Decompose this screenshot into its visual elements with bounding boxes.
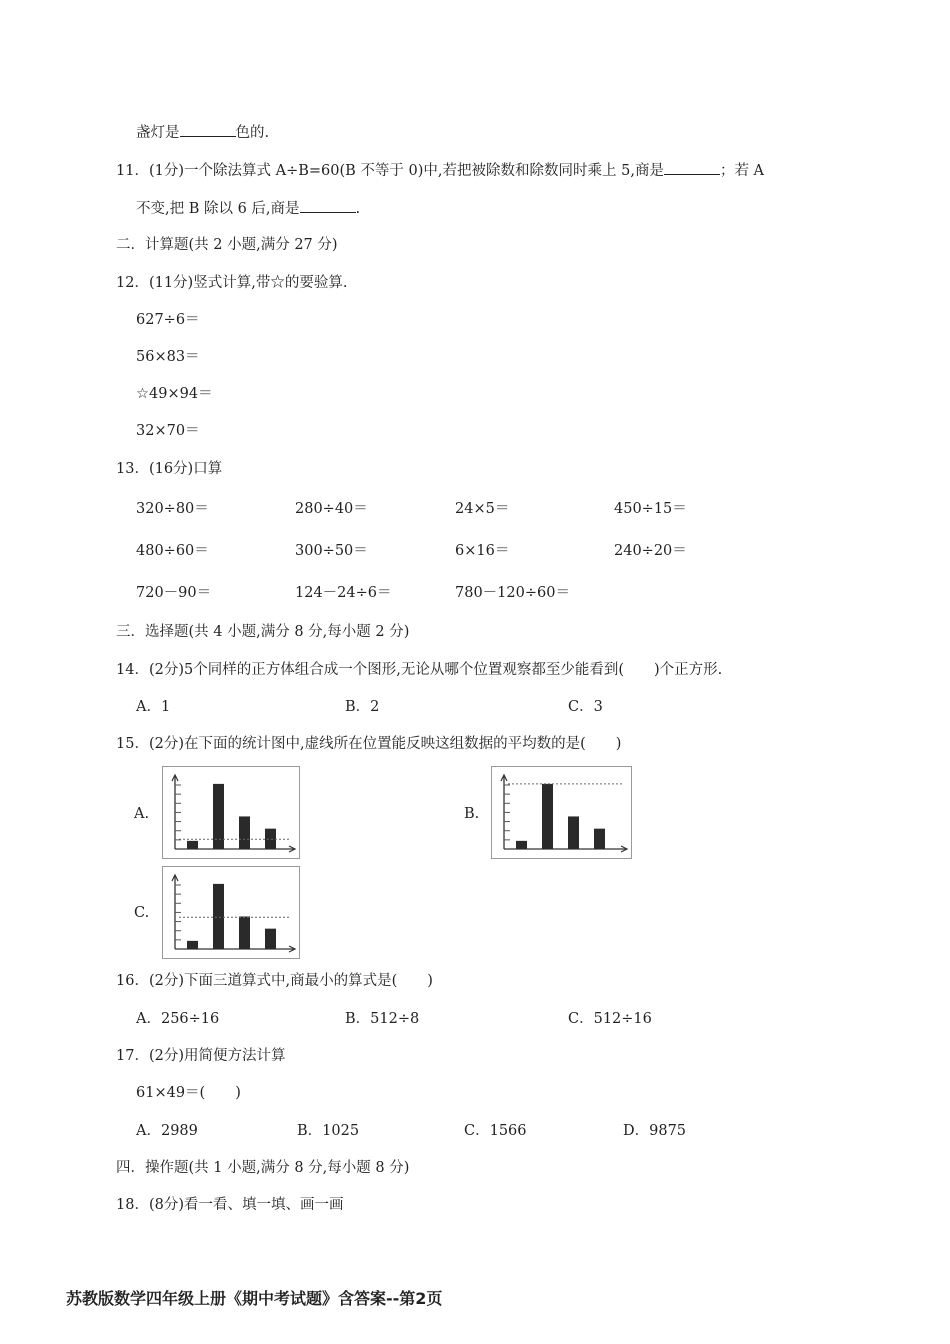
- lamp-line: [136, 122, 269, 143]
- bar: [239, 816, 250, 849]
- q11-text: 11．(1分)一个除法算式 A÷B=60(B 不等于 0)中,若把被除数和除数同时乘上 5,商是: [116, 163, 664, 179]
- bar: [568, 816, 579, 849]
- bar: [265, 929, 276, 949]
- option-c[interactable]: C．512÷16: [568, 1011, 652, 1027]
- oral-item: 480÷60＝: [136, 543, 209, 559]
- q11-text-end: ；若 A: [719, 163, 765, 179]
- bar: [187, 841, 198, 849]
- option-a[interactable]: A．1: [136, 699, 171, 715]
- chart-label-b: B.: [464, 806, 480, 822]
- question-15: [116, 734, 621, 754]
- oral-item: 6×16＝: [455, 543, 510, 559]
- bar: [594, 829, 605, 849]
- bar: [542, 784, 553, 849]
- q11-text2: 不变,把 B 除以 6 后,商是: [136, 201, 300, 217]
- bar-chart-c-svg: [163, 867, 299, 958]
- bar: [213, 884, 224, 949]
- oral-item: 320÷80＝: [136, 501, 209, 517]
- oral-item: 240÷20＝: [614, 543, 687, 559]
- bar: [213, 784, 224, 849]
- oral-item: 280÷40＝: [295, 501, 368, 517]
- q16-text-end: ): [427, 973, 433, 989]
- calc-item: 32×70＝: [136, 423, 200, 439]
- option-c[interactable]: C．3: [568, 699, 603, 715]
- option-b[interactable]: B．512÷8: [345, 1011, 420, 1027]
- calc-item: ☆49×94＝: [136, 386, 213, 402]
- oral-item: 780－120÷60＝: [455, 585, 570, 601]
- oral-item: 450÷15＝: [614, 501, 687, 517]
- bar-chart-c[interactable]: [162, 866, 300, 959]
- question-13-title: 13．(16分)口算: [116, 461, 223, 477]
- q14-text: 14．(2分)5个同样的正方体组合成一个图形,无论从哪个位置观察都至少能看到(: [116, 662, 624, 678]
- bar: [187, 941, 198, 949]
- q17-expr-end: ): [235, 1085, 241, 1101]
- q16-text: 16．(2分)下面三道算式中,商最小的算式是(: [116, 973, 398, 989]
- question-14: [116, 660, 722, 680]
- question-11-line2: [136, 198, 360, 219]
- chart-label-a: A.: [134, 806, 150, 822]
- option-d[interactable]: D．9875: [623, 1123, 687, 1139]
- lamp-line-text: 盏灯是: [136, 125, 180, 141]
- oral-item: 124－24÷6＝: [295, 585, 392, 601]
- bar-chart-b[interactable]: [491, 766, 632, 859]
- answer-blank[interactable]: [664, 160, 720, 175]
- calc-item: 627÷6＝: [136, 312, 200, 328]
- bar: [265, 829, 276, 849]
- question-18-title: 18．(8分)看一看、填一填、画一画: [116, 1197, 344, 1213]
- lamp-line-text-end: 色的.: [235, 125, 270, 141]
- question-17-expr: [136, 1083, 241, 1103]
- oral-item: 24×5＝: [455, 501, 510, 517]
- calc-item: 56×83＝: [136, 349, 200, 365]
- bar-chart-a[interactable]: [162, 766, 300, 859]
- bar-chart-a-svg: [163, 767, 299, 858]
- option-b[interactable]: B．2: [345, 699, 380, 715]
- q17-expr-text: 61×49＝(: [136, 1085, 206, 1101]
- q15-text-end: ): [615, 736, 622, 752]
- bar-chart-b-svg: [492, 767, 631, 858]
- option-c[interactable]: C．1566: [464, 1123, 527, 1139]
- bar: [239, 916, 250, 949]
- section-heading: 三．选择题(共 4 小题,满分 8 分,每小题 2 分): [116, 624, 410, 640]
- answer-blank[interactable]: [180, 122, 236, 137]
- chart-label-c: C.: [134, 905, 150, 921]
- answer-blank[interactable]: [300, 198, 356, 213]
- page-footer: 苏教版数学四年级上册《期中考试题》含答案--第2页: [66, 1289, 443, 1308]
- oral-item: 300÷50＝: [295, 543, 368, 559]
- question-17-title: 17．(2分)用简便方法计算: [116, 1048, 286, 1064]
- question-12-title: 12．(11分)竖式计算,带☆的要验算.: [116, 275, 348, 291]
- question-16: [116, 971, 433, 991]
- q11-text2-end: .: [355, 201, 361, 217]
- option-a[interactable]: A．256÷16: [136, 1011, 220, 1027]
- option-a[interactable]: A．2989: [136, 1123, 198, 1139]
- section-heading: 四．操作题(共 1 小题,满分 8 分,每小题 8 分): [116, 1160, 410, 1176]
- section-heading: 二．计算题(共 2 小题,满分 27 分): [116, 237, 338, 253]
- option-b[interactable]: B．1025: [297, 1123, 360, 1139]
- bar: [516, 841, 527, 849]
- oral-item: 720－90＝: [136, 585, 212, 601]
- q15-text: 15．(2分)在下面的统计图中,虚线所在位置能反映这组数据的平均数的是(: [116, 736, 586, 752]
- q14-text-end: )个正方形.: [653, 662, 723, 678]
- question-11-line1: [116, 160, 764, 181]
